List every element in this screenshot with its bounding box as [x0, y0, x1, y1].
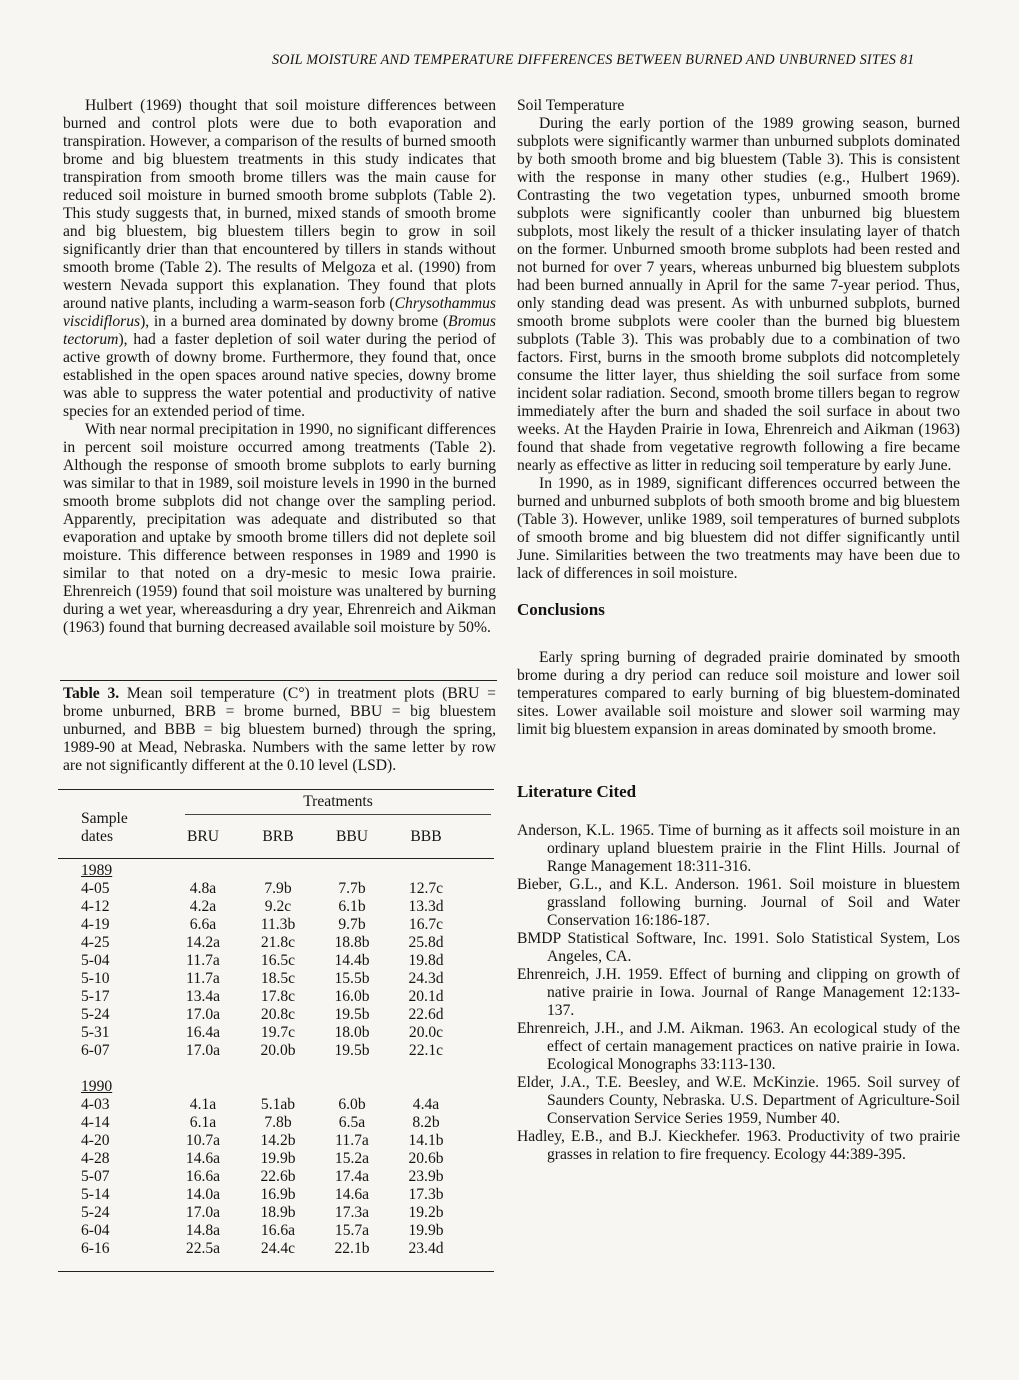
table-cell-value: 14.8a [185, 1222, 221, 1239]
table-cell-value: 15.7a [334, 1222, 370, 1239]
table-cell-date: 5-07 [81, 1168, 110, 1185]
treatments-label: Treatments [303, 793, 373, 810]
table-cell-value: 16.7c [408, 916, 444, 933]
table-cell-value: 16.6a [260, 1222, 296, 1239]
table-cell-value: 14.4b [334, 952, 370, 969]
conclusions-paragraph: Early spring burning of degraded prairie dominated by smooth brome during a dry period can reduce soil moisture and lower soil temperatures compared to early burning of big bluestem-dominated sites. Lower available soil moisture and slower soil warming may limit big bluestem expansion in areas dominated by smooth brome. [517, 649, 960, 738]
table-cell-value: 18.9b [260, 1204, 296, 1221]
table-cell-value: 18.0b [334, 1024, 370, 1041]
table-cell-value: 16.9b [260, 1186, 296, 1203]
table-cell-value: 20.8c [260, 1006, 296, 1023]
reference-entry: Bieber, G.L., and K.L. Anderson. 1961. Soil moisture in bluestem grassland following burning. Journal of Soil and Water Conservation 16:186-187. [517, 876, 960, 929]
table-cell-value: 14.0a [185, 1186, 221, 1203]
table-cell-value: 25.8d [408, 934, 444, 951]
reference-entry: Anderson, K.L. 1965. Time of burning as it affects soil moisture in an ordinary upland bluestem prairie in the Flint Hills. Journal of Range Management 18:311-316. [517, 822, 960, 875]
table-cell-value: 20.0b [260, 1042, 296, 1059]
table-cell-date: 5-17 [81, 988, 110, 1005]
table-cell-date: 6-07 [81, 1042, 110, 1059]
table-cell-value: 13.3d [408, 898, 444, 915]
table-cell-date: 5-31 [81, 1024, 110, 1041]
running-header: SOIL MOISTURE AND TEMPERATURE DIFFERENCES BETWEEN BURNED AND UNBURNED SITES 81 [272, 52, 915, 68]
table-cell-value: 16.4a [185, 1024, 221, 1041]
table-cell-value: 15.5b [334, 970, 370, 987]
col-header-brb: BRB [262, 828, 294, 845]
left-column [63, 97, 496, 637]
table-cell-value: 22.1c [408, 1042, 444, 1059]
table-cell-value: 6.6a [189, 916, 217, 933]
reference-entry: Elder, J.A., T.E. Beesley, and W.E. McKinzie. 1965. Soil survey of Saunders County, Nebraska. U.S. Department of Agriculture-Soil Conservation Service Series 1959, Number 40. [517, 1074, 960, 1127]
soil-temperature-paragraph-2: In 1990, as in 1989, significant differences occurred between the burned and unburned subplots of both smooth brome and big bluestem (Table 3). However, unlike 1989, soil temperatures of burned subplots of smooth brome and big bluestem did not differ significantly until June. Similarities between the two treatments may have been due to lack of differences in soil moisture. [517, 475, 960, 582]
col-header-bbu: BBU [335, 828, 369, 845]
treatments-rule [185, 814, 491, 815]
table-cell-value: 17.3b [408, 1186, 444, 1203]
table-cell-value: 9.2c [264, 898, 292, 915]
year-label-1989: 1989 [81, 862, 113, 879]
table-cell-value: 8.2b [412, 1114, 440, 1131]
table-cell-value: 19.9b [408, 1222, 444, 1239]
table-cell-date: 4-03 [81, 1096, 110, 1113]
soil-temperature-paragraph-1: During the early portion of the 1989 growing season, burned subplots were significantly warmer than unburned subplots dominated by both smooth brome and big bluestem (Table 3). This is consistent with the response in many other studies (e.g., Hulbert 1969). Contrasting the two vegetation types, unburned smooth brome subplots were significantly cooler than unburned big bluestem subplots, most likely the result of a thicker insulating layer of thatch on the former. Unburned smooth brome subplots had been rested and not burned for over 7 years, whereas unburned big bluestem subplots had been burned annually in April for the same 7-year period. Thus, only standing dead was present. As with unburned subplots, burned smooth brome subplots were cooler than the burned big bluestem subplots (Table 3). This was probably due to a combination of two factors. First, burns in the smooth brome subplots did notcompletely consume the litter layer, thus shielding the soil surface from some incident solar radiation. Second, smooth brome tillers began to regrow immediately after the burn and shaded the soil surface in about two weeks. At the Hayden Prairie in Iowa, Ehrenreich and Aikman (1963) found that shade from vegetative regrowth following a fire became nearly as effective as litter in reducing soil temperature by early June. [517, 115, 960, 474]
table-caption: Table 3. Mean soil temperature (C°) in treatment plots (BRU = brome unburned, BRB = brome burned, BBU = big bluestem unburned, and BBB = big bluestem burned) through the spring, 1989-90 at Mead, Nebraska. Numbers with the same letter by row are not significantly different at the 0.10 level (LSD). [63, 685, 496, 774]
table-cell-date: 6-04 [81, 1222, 110, 1239]
dates-label: dates [81, 828, 114, 845]
col-header-bru: BRU [186, 828, 220, 845]
table-cell-value: 6.0b [338, 1096, 366, 1113]
table-cell-date: 4-14 [81, 1114, 110, 1131]
table-cell-value: 11.7a [186, 970, 220, 987]
table-cell-value: 19.7c [260, 1024, 296, 1041]
year-label-1990: 1990 [81, 1078, 113, 1095]
table-cell-value: 14.6a [334, 1186, 370, 1203]
reference-entry: Ehrenreich, J.H., and J.M. Aikman. 1963. An ecological study of the effect of certain management practices on native prairie in Iowa. Ecological Monographs 33:113-130. [517, 1020, 960, 1073]
table-cell-date: 5-24 [81, 1204, 110, 1221]
reference-entry: BMDP Statistical Software, Inc. 1991. Solo Statistical System, Los Angeles, CA. [517, 930, 960, 965]
table-cell-value: 6.5a [338, 1114, 366, 1131]
table-cell-value: 10.7a [185, 1132, 221, 1149]
table-cell-value: 16.0b [334, 988, 370, 1005]
table-cell-value: 19.8d [408, 952, 444, 969]
reference-list [517, 822, 960, 1164]
table-cell-date: 4-20 [81, 1132, 110, 1149]
table-cell-value: 17.3a [334, 1204, 370, 1221]
table-cell-date: 5-14 [81, 1186, 110, 1203]
table-cell-value: 19.5b [334, 1042, 370, 1059]
literature-cited-heading: Literature Cited [517, 782, 637, 801]
table-cell-value: 22.6b [260, 1168, 296, 1185]
reference-entry: Hadley, E.B., and B.J. Kieckhefer. 1963. Productivity of two prairie grasses in relation to fire frequency. Ecology 44:389-395. [517, 1128, 960, 1163]
table-top-rule [58, 789, 494, 790]
table-cell-value: 11.7a [335, 1132, 369, 1149]
table-cell-value: 4.2a [189, 898, 217, 915]
table-cell-value: 17.0a [185, 1006, 221, 1023]
table-cell-value: 17.8c [260, 988, 296, 1005]
table-cell-date: 4-28 [81, 1150, 110, 1167]
caption-top-rule [60, 680, 497, 681]
table-cell-value: 7.8b [264, 1114, 292, 1131]
table-cell-value: 17.0a [185, 1204, 221, 1221]
table-cell-value: 4.4a [412, 1096, 440, 1113]
conclusions-heading: Conclusions [517, 600, 605, 619]
table-header-rule [58, 858, 494, 859]
table-cell-value: 17.0a [185, 1042, 221, 1059]
table-cell-value: 18.8b [334, 934, 370, 951]
table-cell-value: 24.4c [260, 1240, 296, 1257]
table-cell-value: 23.9b [408, 1168, 444, 1185]
table-cell-value: 6.1a [189, 1114, 217, 1131]
table-cell-value: 5.1ab [260, 1096, 296, 1113]
table-cell-date: 4-12 [81, 898, 110, 915]
table-cell-date: 5-04 [81, 952, 110, 969]
col-header-bbb: BBB [410, 828, 442, 845]
table-cell-value: 11.3b [260, 916, 296, 933]
table-cell-value: 20.1d [408, 988, 444, 1005]
table-cell-value: 12.7c [408, 880, 444, 897]
soil-temperature-heading: Soil Temperature [517, 97, 625, 114]
table-cell-value: 14.2b [260, 1132, 296, 1149]
table-cell-value: 20.0c [408, 1024, 444, 1041]
table-cell-value: 18.5c [260, 970, 296, 987]
table-cell-date: 4-25 [81, 934, 110, 951]
table-cell-value: 22.6d [408, 1006, 444, 1023]
table-cell-value: 7.9b [264, 880, 292, 897]
table-cell-date: 4-19 [81, 916, 110, 933]
table-cell-date: 5-24 [81, 1006, 110, 1023]
table-cell-value: 16.6a [185, 1168, 221, 1185]
table-cell-value: 4.8a [189, 880, 217, 897]
table-cell-value: 23.4d [408, 1240, 444, 1257]
table-cell-value: 6.1b [338, 898, 366, 915]
table-cell-value: 9.7b [338, 916, 366, 933]
table-cell-value: 16.5c [260, 952, 296, 969]
table-cell-value: 7.7b [338, 880, 366, 897]
table-cell-value: 14.6a [185, 1150, 221, 1167]
table-cell-value: 19.9b [260, 1150, 296, 1167]
table-cell-value: 14.1b [408, 1132, 444, 1149]
table-cell-value: 19.2b [408, 1204, 444, 1221]
table-cell-value: 24.3d [408, 970, 444, 987]
table-cell-value: 15.2a [334, 1150, 370, 1167]
discussion-paragraph-1: Hulbert (1969) thought that soil moisture differences between burned and control plots were due to both evaporation and transpiration. However, a comparison of the results of burned smooth brome and big bluestem treatments in this study indicates that transpiration from smooth brome tillers was the main cause for reduced soil moisture in burned smooth brome subplots (Table 2). This study suggests that, in burned, mixed stands of smooth brome and big bluestem, big bluestem tillers begin to grow in soil significantly drier than that encountered by tillers in stands without smooth brome (Table 2). The results of Melgoza et al. (1990) from western Nevada support this explanation. They found that plots around native plants, including a warm-season forb (Chrysothammus viscidiflorus), in a burned area dominated by downy brome (Bromus tectorum), had a faster depletion of soil water during the period of active growth of downy brome. Furthermore, they found that, once established in the open spaces around native species, downy brome was able to suppress the water potential and productivity of native species for an extended period of time. [63, 97, 496, 420]
table-cell-value: 11.7a [186, 952, 220, 969]
table-cell-date: 6-16 [81, 1240, 110, 1257]
table-cell-date: 4-05 [81, 880, 110, 897]
reference-entry: Ehrenreich, J.H. 1959. Effect of burning and clipping on growth of native prairie in Iowa. Journal of Range Management 12:133-137. [517, 966, 960, 1019]
table-cell-value: 17.4a [334, 1168, 370, 1185]
table-cell-date: 5-10 [81, 970, 110, 987]
right-column [517, 97, 960, 1164]
table-cell-value: 4.1a [189, 1096, 217, 1113]
table-cell-value: 21.8c [260, 934, 296, 951]
table-cell-value: 20.6b [408, 1150, 444, 1167]
table-cell-value: 22.1b [334, 1240, 370, 1257]
table-cell-value: 14.2a [185, 934, 221, 951]
table-cell-value: 13.4a [185, 988, 221, 1005]
discussion-paragraph-2: With near normal precipitation in 1990, no significant differences in percent soil moisture occurred among treatments (Table 2). Although the response of smooth brome subplots to early burning was similar to that in 1989, soil moisture levels in 1990 in the burned smooth brome subplots did not change over the sampling period. Apparently, precipitation was adequate and distributed so that evaporation and uptake by smooth brome tillers did not deplete soil moisture. This difference between responses in 1989 and 1990 is similar to that noted on a dry-mesic to mesic Iowa prairie. Ehrenreich (1959) found that soil moisture was unaltered by burning during a wet year, whereasduring a dry year, Ehrenreich and Aikman (1963) found that burning decreased available soil moisture by 50%. [63, 421, 496, 636]
table-cell-value: 22.5a [185, 1240, 221, 1257]
sample-label: Sample [81, 810, 128, 827]
table-bottom-rule [58, 1271, 494, 1272]
table-cell-value: 19.5b [334, 1006, 370, 1023]
